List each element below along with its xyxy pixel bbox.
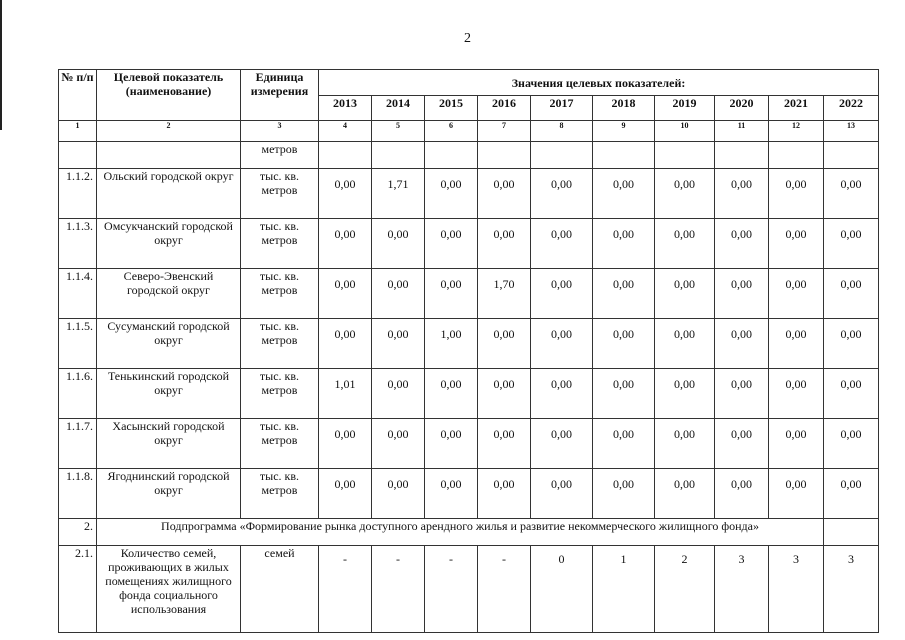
table-row (59, 369, 879, 419)
row-number: 2.1. (59, 546, 97, 633)
row-number: 1.1.2. (59, 169, 97, 219)
row-value: 0,00 (478, 369, 531, 419)
table-row (59, 546, 879, 633)
row-value: 0,00 (769, 319, 824, 369)
header-year: 2015 (425, 96, 478, 121)
row-value: 0,00 (824, 419, 879, 469)
row-unit: семей (241, 546, 319, 633)
row-value: 0,00 (715, 219, 769, 269)
row-indicator-name: Северо-Эвенский городской округ (97, 269, 241, 319)
row-value: - (372, 546, 425, 633)
row-value: 0,00 (655, 369, 715, 419)
row-value: 0,00 (769, 469, 824, 519)
continuation-row (59, 142, 879, 169)
column-number-row (59, 121, 879, 142)
row-number: 1.1.7. (59, 419, 97, 469)
header-indicator: Целевой показатель (наименование) (97, 70, 241, 121)
row-value: 0,00 (319, 219, 372, 269)
header-year: 2018 (593, 96, 655, 121)
row-value: 0,00 (593, 319, 655, 369)
header-values-group: Значения целевых показателей: (319, 70, 879, 96)
subprogram-row (59, 519, 879, 546)
row-value: 0,00 (531, 319, 593, 369)
row-unit: тыс. кв. метров (241, 419, 319, 469)
column-number: 7 (478, 121, 531, 142)
target-indicators-table (58, 69, 879, 633)
header-num: № п/п (59, 70, 97, 121)
column-number: 10 (655, 121, 715, 142)
row-value: 0,00 (769, 419, 824, 469)
row-value: 0,00 (593, 169, 655, 219)
row-value: 0,00 (769, 169, 824, 219)
row-value: 0,00 (593, 219, 655, 269)
row-value: - (425, 546, 478, 633)
row-value: - (319, 546, 372, 633)
row-value: 0,00 (655, 319, 715, 369)
row-value: 0,00 (531, 219, 593, 269)
row-indicator-name: Тенькинский городской округ (97, 369, 241, 419)
header-year: 2022 (824, 96, 879, 121)
header-year: 2016 (478, 96, 531, 121)
row-value: 0,00 (655, 269, 715, 319)
row-value: 0,00 (425, 219, 478, 269)
row-value: 0,00 (824, 369, 879, 419)
column-number: 8 (531, 121, 593, 142)
row-value: 0,00 (319, 469, 372, 519)
row-value: 0,00 (531, 369, 593, 419)
row-value: 3 (715, 546, 769, 633)
page-number: 2 (464, 31, 471, 46)
row-value: 0,00 (531, 169, 593, 219)
row-value: 0 (531, 546, 593, 633)
row-value: 0,00 (319, 169, 372, 219)
row-value: 0,00 (425, 469, 478, 519)
row-value: 0,00 (478, 219, 531, 269)
row-indicator-name: Сусуманский городской округ (97, 319, 241, 369)
row-value: 0,00 (824, 169, 879, 219)
column-number: 13 (824, 121, 879, 142)
table-row (59, 169, 879, 219)
row-value: 0,00 (478, 469, 531, 519)
table-row (59, 469, 879, 519)
row-indicator-name: Ольский городской округ (97, 169, 241, 219)
row-value: 0,00 (655, 419, 715, 469)
header-unit: Единица измерения (241, 70, 319, 121)
row-number: 1.1.8. (59, 469, 97, 519)
column-number: 5 (372, 121, 425, 142)
header-year: 2014 (372, 96, 425, 121)
row-value: 0,00 (715, 419, 769, 469)
row-value: 0,00 (531, 419, 593, 469)
header-year: 2020 (715, 96, 769, 121)
row-value: 0,00 (824, 469, 879, 519)
row-number: 1.1.3. (59, 219, 97, 269)
row-value: 1,01 (319, 369, 372, 419)
row-value: 1,71 (372, 169, 425, 219)
row-indicator-name: Хасынский городской округ (97, 419, 241, 469)
row-indicator-name: Омсукчанский городской округ (97, 219, 241, 269)
row-value: 0,00 (372, 269, 425, 319)
row-value: 0,00 (478, 419, 531, 469)
row-value: 0,00 (715, 469, 769, 519)
row-unit: тыс. кв. метров (241, 269, 319, 319)
row-value: 0,00 (425, 419, 478, 469)
row-indicator-name: Ягоднинский городской округ (97, 469, 241, 519)
row-value: 0,00 (372, 319, 425, 369)
header-year: 2021 (769, 96, 824, 121)
row-value: 0,00 (531, 269, 593, 319)
row-value: 0,00 (425, 269, 478, 319)
row-value: 0,00 (372, 419, 425, 469)
header-year: 2017 (531, 96, 593, 121)
row-value: 2 (655, 546, 715, 633)
table-row (59, 219, 879, 269)
row-value: 0,00 (655, 469, 715, 519)
row-value: 0,00 (478, 319, 531, 369)
row-value: 1,70 (478, 269, 531, 319)
row-unit: тыс. кв. метров (241, 469, 319, 519)
left-margin-rule (0, 0, 2, 130)
row-value: 0,00 (425, 169, 478, 219)
row-value: 3 (769, 546, 824, 633)
column-number: 2 (97, 121, 241, 142)
continuation-unit: метров (241, 142, 319, 169)
row-value: 0,00 (319, 419, 372, 469)
row-value: 0,00 (769, 269, 824, 319)
subprogram-number: 2. (59, 519, 97, 546)
row-number: 1.1.6. (59, 369, 97, 419)
row-value: 3 (824, 546, 879, 633)
row-number: 1.1.5. (59, 319, 97, 369)
row-unit: тыс. кв. метров (241, 219, 319, 269)
row-value: 0,00 (319, 269, 372, 319)
row-value: 0,00 (425, 369, 478, 419)
column-number: 11 (715, 121, 769, 142)
row-unit: тыс. кв. метров (241, 319, 319, 369)
row-value: 0,00 (593, 469, 655, 519)
row-value: 0,00 (715, 269, 769, 319)
row-value: 0,00 (715, 369, 769, 419)
row-number: 1.1.4. (59, 269, 97, 319)
row-value: 0,00 (593, 419, 655, 469)
row-value: 0,00 (824, 269, 879, 319)
column-number: 3 (241, 121, 319, 142)
row-value: 0,00 (319, 319, 372, 369)
row-value: 0,00 (372, 219, 425, 269)
row-value: 0,00 (824, 319, 879, 369)
row-unit: тыс. кв. метров (241, 369, 319, 419)
column-number: 1 (59, 121, 97, 142)
table-row (59, 419, 879, 469)
row-unit: тыс. кв. метров (241, 169, 319, 219)
column-number: 12 (769, 121, 824, 142)
row-value: 1 (593, 546, 655, 633)
column-number: 4 (319, 121, 372, 142)
header-year: 2019 (655, 96, 715, 121)
row-indicator-name: Количество семей, проживающих в жилых помещениях жилищного фонда социального использования (97, 546, 241, 633)
row-value: 0,00 (593, 269, 655, 319)
row-value: 0,00 (715, 169, 769, 219)
row-value: 0,00 (655, 169, 715, 219)
subprogram-title: Подпрограмма «Формирование рынка доступного арендного жилья и развитие некоммерческого жилищного фонда» (97, 519, 824, 546)
row-value: 1,00 (425, 319, 478, 369)
column-number: 9 (593, 121, 655, 142)
table-row (59, 269, 879, 319)
row-value: 0,00 (769, 219, 824, 269)
row-value: 0,00 (531, 469, 593, 519)
table-row (59, 319, 879, 369)
header-year: 2013 (319, 96, 372, 121)
row-value: 0,00 (593, 369, 655, 419)
row-value: 0,00 (824, 219, 879, 269)
row-value: 0,00 (715, 319, 769, 369)
subprogram-empty-cell (824, 519, 879, 546)
row-value: - (478, 546, 531, 633)
row-value: 0,00 (372, 369, 425, 419)
row-value: 0,00 (769, 369, 824, 419)
row-value: 0,00 (655, 219, 715, 269)
row-value: 0,00 (372, 469, 425, 519)
row-value: 0,00 (478, 169, 531, 219)
column-number: 6 (425, 121, 478, 142)
